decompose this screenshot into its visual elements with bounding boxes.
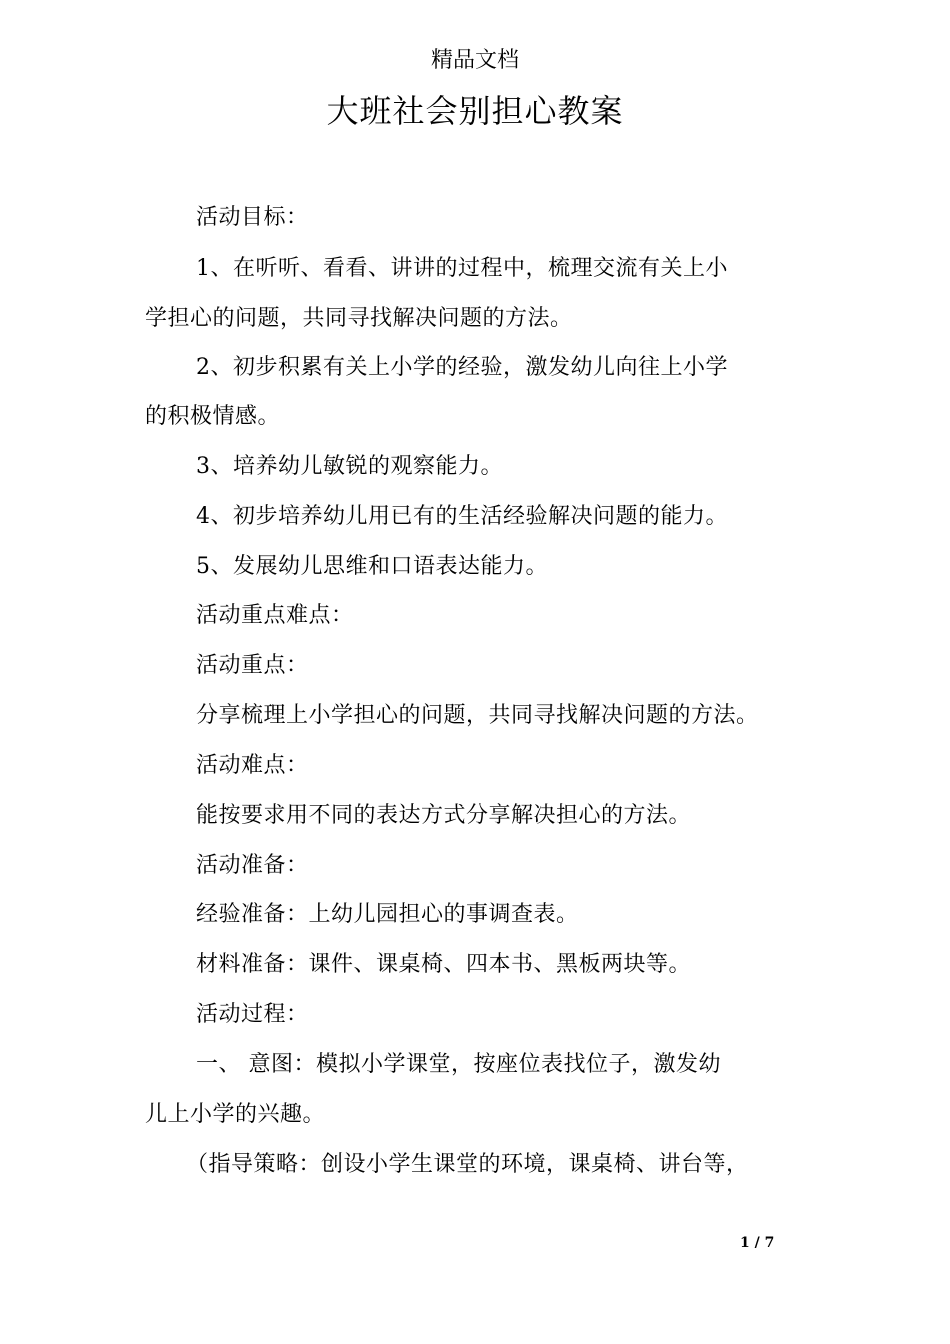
paragraph-line: 2、初步积累有关上小学的经验，激发幼儿向往上小学 [196, 355, 728, 380]
paragraph-line: 1、在听听、看看、讲讲的过程中，梳理交流有关上小 [196, 256, 728, 281]
page-number: 1 / 7 [740, 1235, 775, 1251]
section-heading-key-points: 活动重点难点： [196, 603, 354, 628]
paragraph-line: （指导策略：创设小学生课堂的环境，课桌椅、讲台等， [186, 1152, 749, 1177]
section-heading-focus: 活动重点： [196, 653, 309, 678]
paragraph-line: 分享梳理上小学担心的问题，共同寻找解决问题的方法。 [196, 703, 759, 728]
paragraph-line: 儿上小学的兴趣。 [145, 1102, 326, 1127]
document-title: 大班社会别担心教案 [326, 92, 624, 130]
paragraph-line: 5、发展幼儿思维和口语表达能力。 [196, 554, 548, 579]
paragraph-line: 的积极情感。 [145, 404, 281, 429]
paragraph-line: 学担心的问题，共同寻找解决问题的方法。 [145, 306, 573, 331]
paragraph-line: 4、初步培养幼儿用已有的生活经验解决问题的能力。 [196, 504, 728, 529]
section-heading-preparation: 活动准备： [196, 853, 309, 878]
paragraph-line: 经验准备：上幼儿园担心的事调查表。 [196, 902, 579, 927]
section-heading-process: 活动过程： [196, 1002, 309, 1027]
page-header: 精品文档 [430, 48, 519, 73]
paragraph-line: 3、培养幼儿敏锐的观察能力。 [196, 454, 503, 479]
paragraph-line: 能按要求用不同的表达方式分享解决担心的方法。 [196, 803, 692, 828]
section-heading-difficulty: 活动难点： [196, 753, 309, 778]
paragraph-line: 材料准备：课件、课桌椅、四本书、黑板两块等。 [196, 952, 692, 977]
paragraph-line: 一、 意图：模拟小学课堂，按座位表找位子，激发幼 [196, 1052, 721, 1077]
section-heading-goals: 活动目标： [196, 205, 309, 230]
